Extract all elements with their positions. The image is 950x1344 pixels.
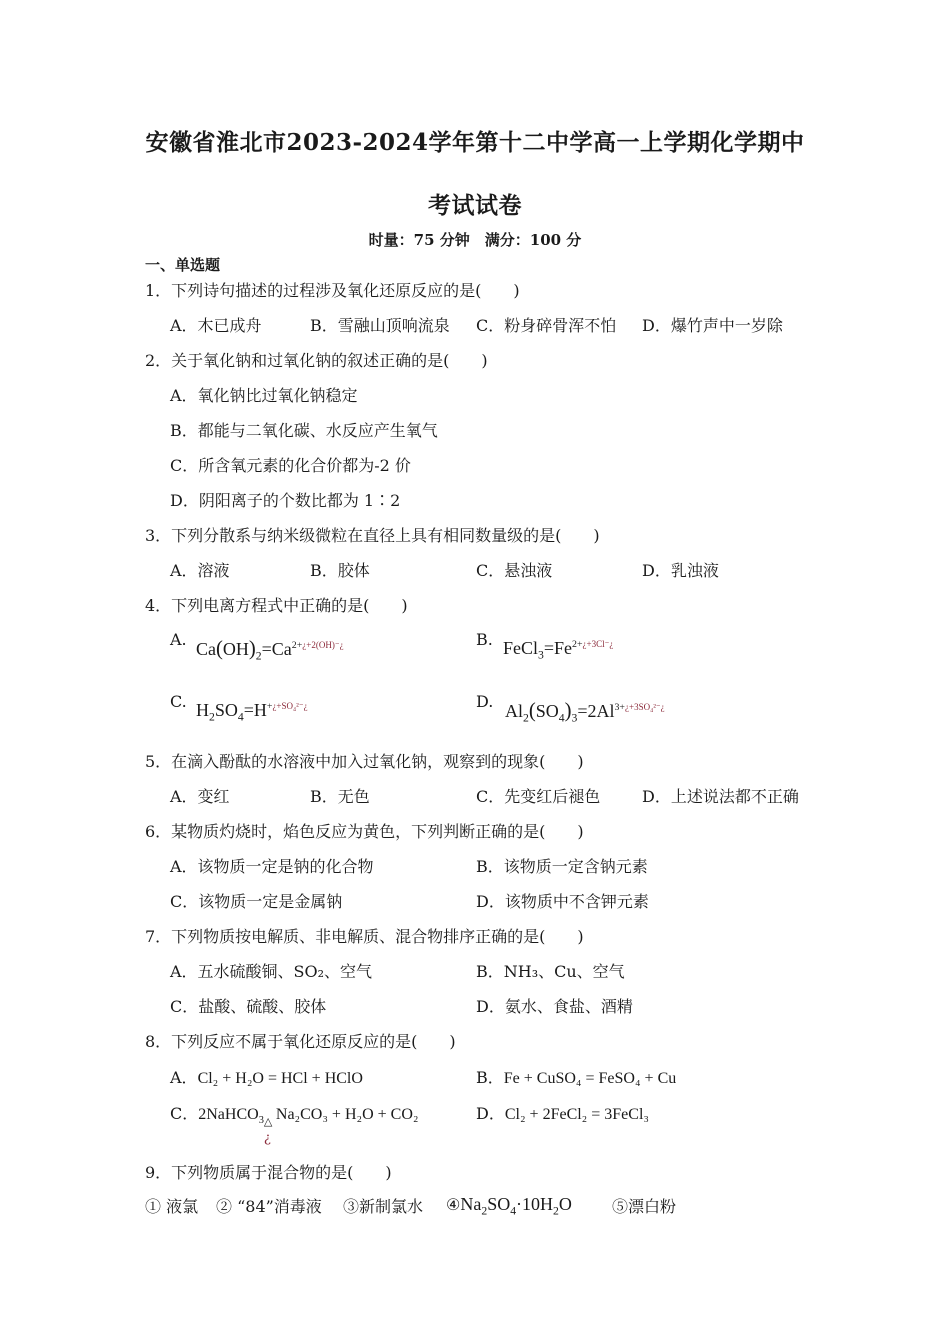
- q6-option-a: A．该物质一定是钠的化合物: [170, 857, 374, 876]
- q1-option-d: D．爆竹声中一岁除: [642, 316, 783, 335]
- question-5-stem: 5．在滴入酚酞的水溶液中加入过氧化钠，观察到的现象( ): [145, 752, 584, 771]
- exam-title-line-1: 安徽省淮北市2023-2024学年第十二中学高一上学期化学期中: [145, 129, 805, 156]
- q6-option-b: B．该物质一定含钠元素: [476, 857, 648, 876]
- q1-option-c: C．粉身碎骨浑不怕: [476, 316, 617, 335]
- q4-option-a-equation: $Ca(OH)_2=Ca^{2+¿+2(OH)^-¿}$: [196, 638, 344, 663]
- q6-option-d: D．该物质中不含钾元素: [476, 892, 649, 911]
- q1-option-b: B．雪融山顶响流泉: [310, 316, 450, 335]
- q7-option-d: D．氨水、食盐、酒精: [476, 997, 633, 1016]
- q4-option-d-label: D.: [476, 692, 494, 711]
- q2-option-d: D．阴阳离子的个数比都为 1∶2: [170, 491, 401, 510]
- q8-option-b: B．Fe + CuSO₄ = FeSO₄ + Cu: [476, 1068, 677, 1087]
- q9-item-3: ③新制氯水: [343, 1197, 424, 1216]
- question-2-stem: 2．关于氧化钠和过氧化钠的叙述正确的是( ): [145, 351, 488, 370]
- q9-item-4: $④Na_2SO_4\cdot 10H_2O$: [446, 1194, 572, 1218]
- q9-item-1: ① 液氯: [145, 1197, 199, 1216]
- q5-option-b: B．无色: [310, 787, 370, 806]
- q7-option-b: B．NH₃、Cu、空气: [476, 962, 625, 981]
- q8-option-a: A．Cl₂ + H₂O = HCl + HClO: [170, 1068, 363, 1087]
- question-3-stem: 3．下列分散系与纳米级微粒在直径上具有相同数量级的是( ): [145, 526, 600, 545]
- q4-option-b-label: B.: [476, 630, 493, 649]
- q2-option-a: A．氧化钠比过氧化钠稳定: [170, 386, 358, 405]
- q4-option-b-equation: $FeCl_3=Fe^{2+¿+3Cl^-¿}$: [503, 638, 614, 662]
- question-7-stem: 7．下列物质按电解质、非电解质、混合物排序正确的是( ): [145, 927, 584, 946]
- section-heading: 一、单选题: [145, 256, 221, 274]
- q3-option-c: C．悬浊液: [476, 561, 553, 580]
- q5-option-d: D．上述说法都不正确: [642, 787, 799, 806]
- q4-option-c-equation: $H_2SO_4=H^{+¿+SO_4^{2-}¿}$: [196, 700, 308, 724]
- q2-option-c: C．所含氧元素的化合价都为-2 价: [170, 456, 411, 475]
- q3-option-a: A．溶液: [170, 561, 230, 580]
- exam-meta: 时量：75 分钟 满分：100 分: [368, 231, 582, 249]
- q7-option-c: C．盐酸、硫酸、胶体: [170, 997, 327, 1016]
- q4-option-c-label: C.: [170, 692, 187, 711]
- question-6-stem: 6．某物质灼烧时，焰色反应为黄色，下列判断正确的是( ): [145, 822, 584, 841]
- q4-option-d-equation: $Al_2(SO_4)_3=2Al^{3+¿+3SO_4^{2-}¿}$: [505, 700, 665, 725]
- q5-option-c: C．先变红后褪色: [476, 787, 601, 806]
- question-1-stem: 1．下列诗句描述的过程涉及氧化还原反应的是( ): [145, 281, 520, 300]
- q5-option-a: A．变红: [170, 787, 230, 806]
- q9-item-5: ⑤漂白粉: [612, 1197, 677, 1216]
- q3-option-d: D．乳浊液: [642, 561, 719, 580]
- question-4-stem: 4．下列电离方程式中正确的是( ): [145, 596, 408, 615]
- heat-triangle-icon: △: [263, 1115, 273, 1128]
- q3-option-b: B．胶体: [310, 561, 370, 580]
- q4-option-a-label: A.: [170, 630, 187, 649]
- q7-option-a: A．五水硫酸铜、SO₂、空气: [170, 962, 373, 981]
- q6-option-c: C．该物质一定是金属钠: [170, 892, 343, 911]
- q9-item-2: ② “84”消毒液: [216, 1197, 322, 1216]
- question-8-stem: 8．下列反应不属于氧化还原反应的是( ): [145, 1032, 456, 1051]
- q2-option-b: B．都能与二氧化碳、水反应产生氧气: [170, 421, 438, 440]
- q1-option-a: A．木已成舟: [170, 316, 262, 335]
- q8-option-c: C．2NaHCO$_3$ △ ¿ Na₂CO₃ + H₂O + CO₂: [170, 1104, 419, 1146]
- question-9-stem: 9．下列物质属于混合物的是( ): [145, 1163, 392, 1182]
- exam-title-line-2: 考试试卷: [428, 192, 522, 219]
- q8-option-d: D．Cl₂ + 2FeCl₂ = 3FeCl₃: [476, 1104, 649, 1123]
